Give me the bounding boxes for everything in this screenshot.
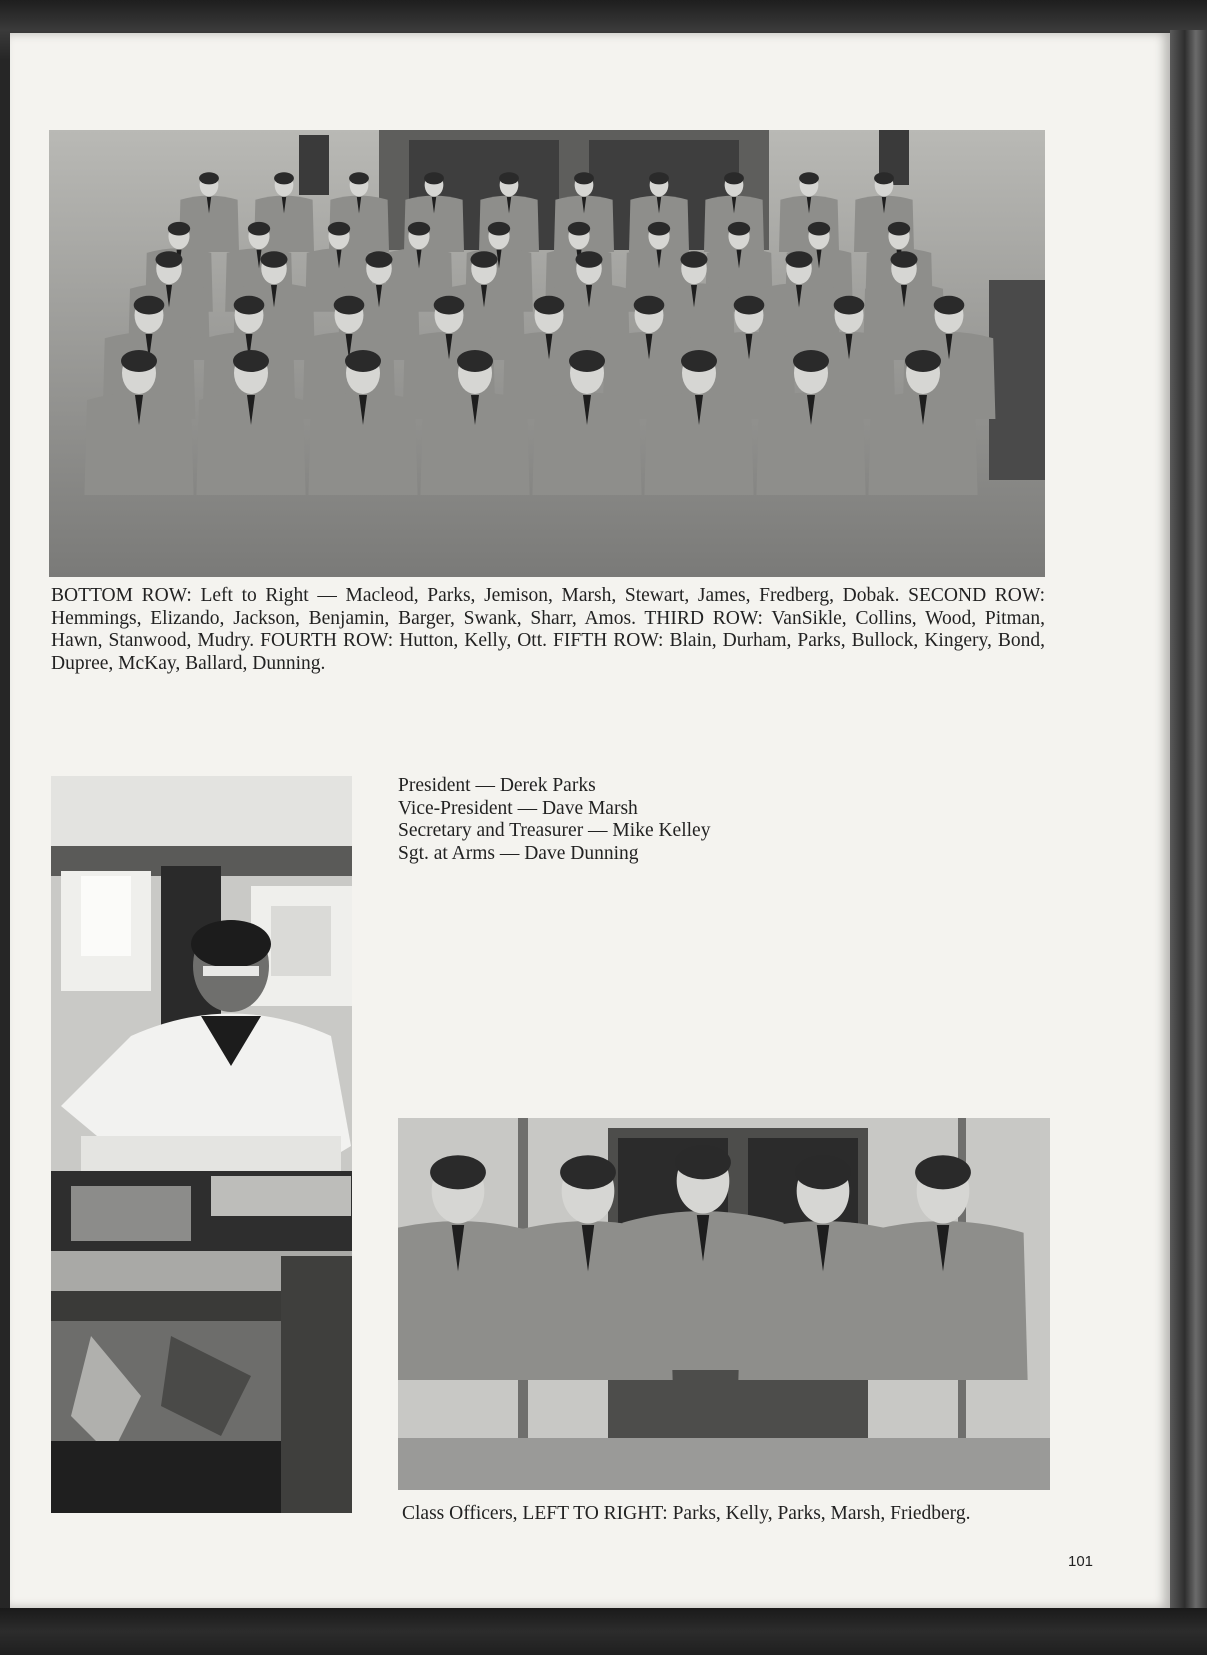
officer-president: President — Derek Parks [398,775,596,796]
class-officers-caption: Class Officers, LEFT TO RIGHT: Parks, Kelly, Parks, Marsh, Friedberg. [402,1503,971,1524]
page-edge-right [1170,30,1207,1630]
group-photo [49,130,1045,577]
officer-sergeant-at-arms: Sgt. at Arms — Dave Dunning [398,842,639,864]
page-number: 101 [1068,1553,1094,1570]
advisor-photo [51,776,352,1513]
class-officers-photo [398,1118,1050,1490]
officer-vice-president: Vice-President — Dave Marsh [398,797,638,819]
officer-secretary-treasurer: Secretary and Treasurer — Mike Kelley [398,820,711,841]
group-photo-caption: BOTTOM ROW: Left to Right — Macleod, Parks, Jemison, Marsh, Stewart, James, Fredberg, Dobak. SECOND ROW: Hemmings, Elizando, Jackson, Benjamin, Barger, Swank, Sharr, Amos. THIRD ROW: VanSikle, Collins, Wood, Pitman, Hawn, Stanwood, Mudry. FOURTH ROW: Hutton, Kelly, Ott. FIFTH ROW: Blain, Durham, Parks, Bullock, Kingery, Bond, Dupree, McKay, Ballard, Dunning. [51,585,1045,674]
class-officers-photo-image [398,1118,1050,1490]
officer-list [398,775,818,865]
group-photo-image [49,130,1045,577]
advisor-photo-image [51,776,352,1513]
page-edge-bottom [0,1608,1207,1655]
